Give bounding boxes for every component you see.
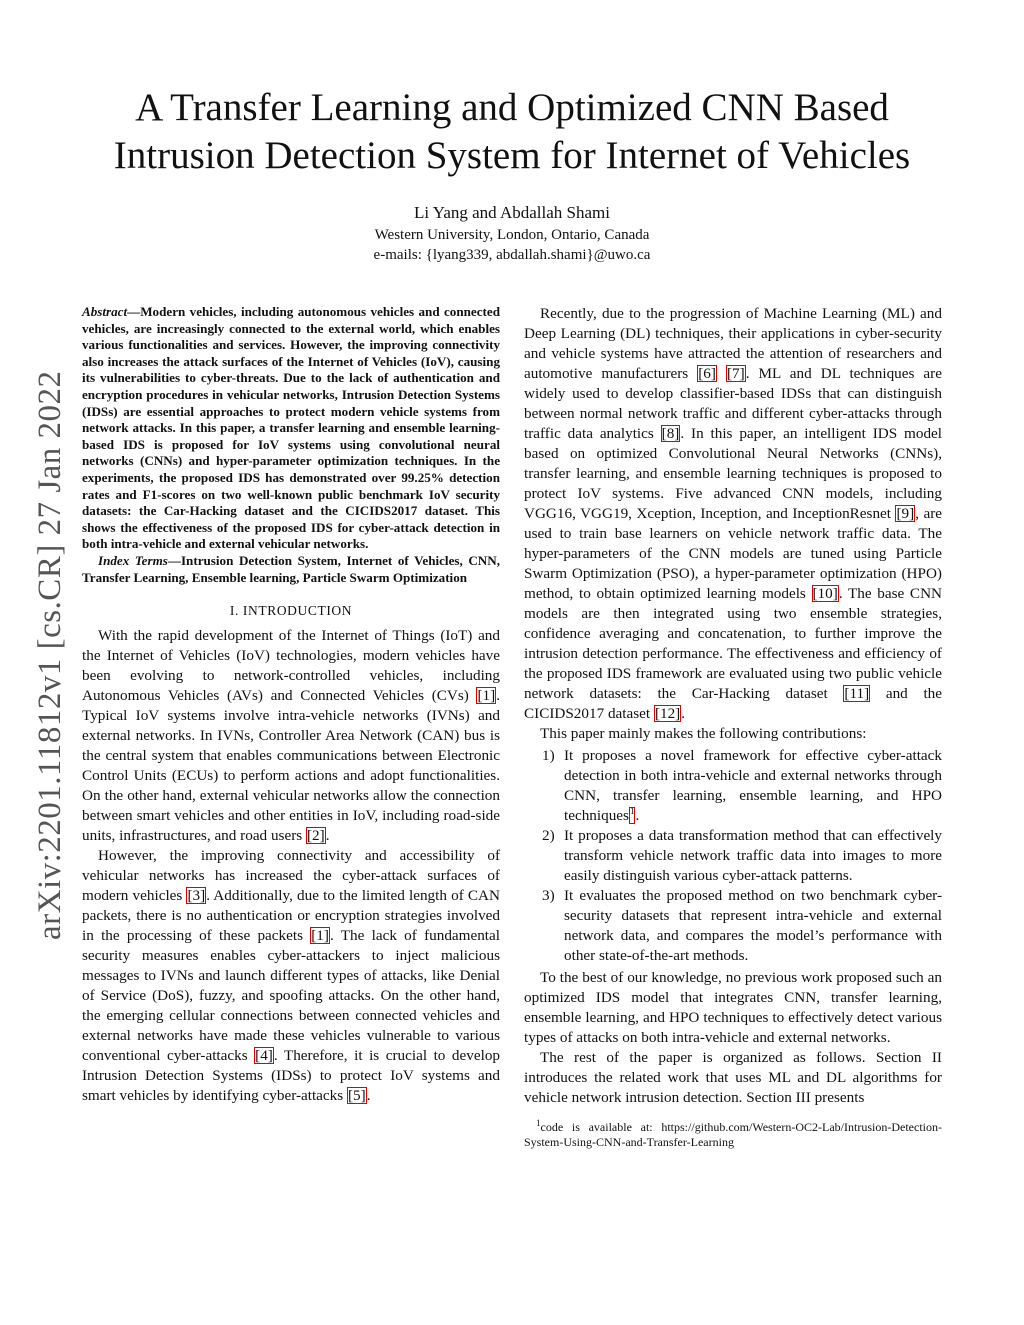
right-paragraph-3: To the best of our knowledge, no previous work proposed such an optimized IDS model that integrates CNN, transfer learning, ensemble learning, and HPO techniques to effectively detect various types of attacks on both intra-vehicle and external networks.: [524, 969, 942, 1046]
contribution-item-3: [524, 886, 942, 966]
citation-link[interactable]: [11]: [844, 685, 870, 702]
list-number: 2): [542, 827, 555, 844]
title-line-2: Intrusion Detection System for Internet of Vehicles: [113, 134, 911, 177]
citation-link[interactable]: [1]: [311, 927, 329, 945]
text-run: However, the improving connectivity and accessibility of vehicular networks has increased the cyber-attack surfaces of modern vehicles: [82, 847, 500, 905]
text-run: . Typical IoV systems involve intra-vehicle networks (IVNs) and external networks. In IVNs, Controller Area Network (CAN) bus is the central system that enables communications between Electronic Control Units (ECUs) to perform actions and adopt functionalities. On the other hand, external vehicular networks allow the connection between smart vehicles and other entities in IoV, including road-side units, infrastructures, and road users: [82, 687, 500, 845]
citation-link[interactable]: [1]: [477, 687, 496, 705]
abstract-dash: —: [127, 304, 141, 319]
citation-link[interactable]: [7]: [727, 365, 745, 382]
right-paragraph-4: The rest of the paper is organized as follows. Section II introduces the related work that uses ML and DL algorithms for vehicle network intrusion detection. Section III presents: [524, 1049, 942, 1106]
paper-title: [60, 84, 964, 180]
citation-link[interactable]: [10]: [812, 585, 838, 602]
right-paragraph-1: [524, 304, 942, 724]
author-names: Li Yang and Abdallah Shami: [414, 203, 610, 222]
author-emails: e-mails: {lyang339, abdallah.shami}@uwo.ca: [373, 247, 651, 263]
text-run: and the CICIDS2017 dataset: [524, 685, 943, 722]
text-run: . Therefore, it is crucial to develop Intrusion Detection Systems (IDSs) to protect IoV systems and smart vehicles by identifying cyber-attacks: [82, 1047, 501, 1105]
intro-paragraph-1: [82, 626, 500, 846]
text-run: .: [325, 827, 330, 845]
text-run: .: [635, 807, 640, 824]
list-number: 1): [542, 747, 555, 764]
intro-paragraph-2: [82, 846, 500, 1106]
text-run: . ML and DL techniques are widely used to develop classifier-based IDSs that can distinguish between normal network traffic and different cyber-attacks through traffic data analytics: [524, 365, 942, 442]
left-column: [82, 304, 500, 1106]
contribution-text: It evaluates the proposed method on two benchmark cyber-security datasets that represent intra-vehicle and external network data, and compares the model’s performance with other state-of-the-art methods.: [564, 887, 942, 964]
contributions-intro: This paper mainly makes the following contributions:: [540, 725, 867, 742]
abstract-text: Modern vehicles, including autonomous vehicles and connected vehicles, are increasingly connected to the external world, which enables various functionalities and services. However, the improving connectivity also increases the attack surfaces of the Internet of Vehicles (IoV), causing its vulnerabilities to cyber-threats. Due to the lack of authentication and encryption procedures in vehicular networks, Intrusion Detection Systems (IDSs) are essential approaches to protect modern vehicle systems from network attacks. In this paper, a transfer learning and ensemble learning-based IDS is proposed for IoV systems using convolutional neural networks (CNNs) and hyper-parameter optimization techniques. In the experiments, the proposed IDS has demonstrated over 99.25% detection rates and F1-scores on two well-known public benchmark IoV security datasets: the Car-Hacking dataset and the CICIDS2017 dataset. This shows the effectiveness of the proposed IDS for cyber-attack detection in both intra-vehicle and external vehicular networks.: [82, 304, 500, 552]
index-terms-lead: Index Terms: [98, 552, 168, 568]
index-terms-text: Intrusion Detection System, Internet of Vehicles, CNN, Transfer Learning, Ensemble learning, Particle Swarm Optimization: [82, 552, 500, 585]
contributions-list: [524, 746, 942, 966]
index-terms: [82, 553, 500, 586]
index-terms-dash: —: [167, 552, 181, 568]
text-run: . In this paper, an intelligent IDS model based on optimized Convolutional Neural Networks (CNNs), transfer learning, and ensemble learning techniques is proposed to protect IoV systems. Five advanced CNN models, including VGG16, VGG19, Xception, Inception, and InceptionResnet: [524, 425, 943, 522]
text-run: . The base CNN models are then integrated using two ensemble strategies, confidence averaging and concatenation, to further improve the intrusion detection performance. The effectiveness and efficiency of the proposed IDS framework are evaluated using two public vehicle network datasets: the Car-Hacking dataset: [524, 585, 942, 702]
citation-link[interactable]: [4]: [255, 1047, 273, 1065]
footnote-number: 1: [536, 1118, 541, 1128]
contribution-item-1: [524, 746, 942, 826]
citation-link[interactable]: [12]: [654, 705, 681, 722]
text-run: .: [366, 1087, 371, 1105]
abstract-lead: Abstract: [82, 304, 128, 319]
citation-link[interactable]: [6]: [698, 365, 716, 382]
text-run: . The lack of fundamental security measures enables cyber-attackers to inject malicious messages to IVNs and launch different types of attacks, like Denial of Service (DoS), fuzzy, and spoofing attacks. On the other hand, the emerging cellular connections between connected vehicles and external networks have made these vehicles vulnerable to various conventional cyber-attacks: [82, 927, 500, 1065]
text-run: , are used to train base learners on vehicle network traffic data. The hyper-parameters of the CNN models are tuned using Particle Swarm Optimization (PSO), a hyper-parameter optimization (HPO) method, to obtain optimized learning models: [524, 505, 942, 602]
footnote-text[interactable]: code is available at: https://github.com/Western-OC2-Lab/Intrusion-Detection-System-Using-CNN-and-Transfer-Learning: [524, 1120, 942, 1149]
section-title-rest: NTRODUCTION: [248, 603, 353, 619]
contribution-text: It proposes a novel framework for effective cyber-attack detection in both intra-vehicle and external networks through CNN, transfer learning, ensemble learning, and HPO techniques: [564, 747, 942, 824]
section-cap: I: [242, 603, 249, 619]
citation-link[interactable]: [9]: [896, 505, 915, 522]
abstract: [82, 304, 500, 553]
text-run: With the rapid development of the Internet of Things (IoT) and the Internet of Vehicles (IoV) technologies, modern vehicles have been evolving to network-controlled vehicles, including Autonomous Vehicles (AVs) and Connected Vehicles (CVs): [82, 627, 500, 705]
section-heading-introduction: [82, 602, 500, 620]
citation-link[interactable]: [3]: [187, 887, 206, 905]
contribution-item-2: [524, 826, 942, 886]
footnote-marker: 1: [629, 805, 635, 816]
right-column: [524, 304, 942, 1150]
text-run: . Additionally, due to the limited length of CAN packets, there is no authentication or encryption strategies involved in the processing of these packets: [82, 887, 500, 945]
contribution-text: It proposes a data transformation method that can effectively transform vehicle network traffic data into images to more easily distinguish various cyber-attack patterns.: [564, 827, 942, 884]
citation-link[interactable]: [8]: [661, 425, 680, 442]
text-run: .: [681, 705, 686, 722]
citation-link[interactable]: [5]: [347, 1087, 366, 1105]
citation-link[interactable]: [2]: [306, 827, 325, 845]
arxiv-identifier: arXiv:2201.11812v1 [cs.CR] 27 Jan 2022: [32, 370, 68, 940]
text-run: Recently, due to the progression of Machine Learning (ML) and Deep Learning (DL) techniques, their applications in cyber-security and vehicle systems have attracted the attention of researchers and automotive manufacturers: [524, 305, 942, 382]
title-line-1: A Transfer Learning and Optimized CNN Based: [135, 86, 889, 129]
section-numeral: I.: [229, 603, 243, 619]
footnote: [524, 1120, 942, 1150]
affiliation: Western University, London, Ontario, Canada: [374, 227, 650, 243]
list-number: 3): [542, 887, 555, 904]
